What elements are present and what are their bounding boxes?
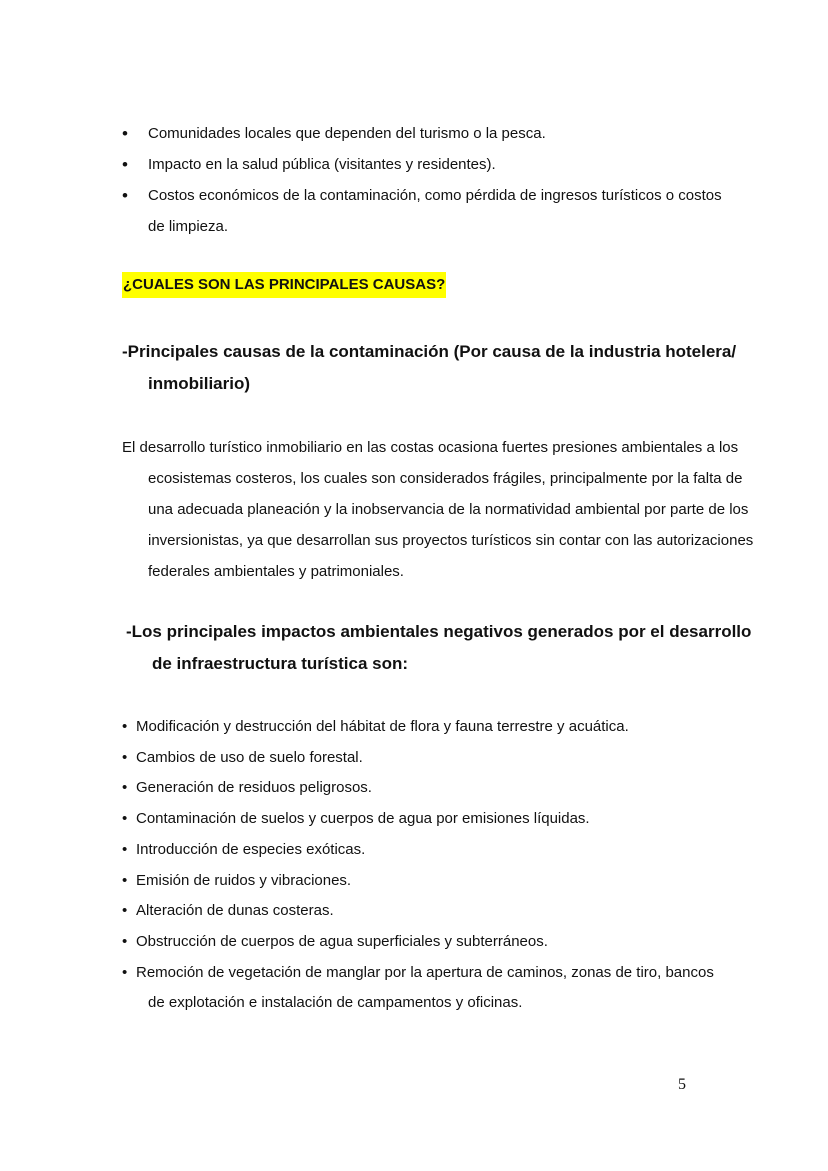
list-item-text: Emisión de ruidos y vibraciones. (136, 871, 352, 889)
bullet-icon: • (122, 718, 128, 735)
list-item (122, 896, 734, 927)
bullet-icon: • (122, 779, 128, 797)
list-item (122, 835, 734, 866)
list-item (122, 743, 734, 774)
list-item (122, 927, 734, 958)
top-bullet-list (122, 118, 742, 242)
bullet-icon: • (122, 840, 128, 858)
highlighted-section-heading: ¿CUALES SON LAS PRINCIPALES CAUSAS? (122, 272, 446, 298)
bullet-icon: • (122, 932, 128, 950)
list-item (122, 712, 734, 743)
causes-subheading: -Principales causas de la contaminación (Por causa de la industria hotelera/ inmobiliario) (122, 342, 737, 393)
impacts-subheading: -Los principales impactos ambientales negativos generados por el desarrollo de infraestructura turística son: (126, 622, 752, 673)
bullet-icon: • (122, 902, 128, 920)
list-item-text: Obstrucción de cuerpos de agua superficiales y subterráneos. (136, 932, 548, 950)
list-item (122, 866, 734, 897)
page-number: 5 (678, 1076, 686, 1093)
bullet-icon: • (122, 748, 128, 766)
bullet-icon: • (122, 810, 128, 828)
list-item-text: Remoción de vegetación de manglar por la apertura de caminos, zonas de tiro, bancos de explotación e instalación de campamentos y oficinas. (136, 963, 714, 1012)
list-item-text: Modificación y destrucción del hábitat de flora y fauna terrestre y acuática. (136, 718, 629, 735)
list-item: • Impacto en la salud pública (visitantes y residentes). (122, 149, 742, 180)
list-item: • Costos económicos de la contaminación, como pérdida de ingresos turísticos o costos de limpieza. (122, 180, 742, 242)
list-item-text: Alteración de dunas costeras. (136, 902, 334, 920)
list-item-text: Introducción de especies exóticas. (136, 840, 366, 858)
impacts-list (122, 712, 734, 1019)
list-item: • Comunidades locales que dependen del turismo o la pesca. (122, 118, 742, 149)
list-item (122, 958, 734, 1019)
bullet-icon: • (122, 963, 128, 981)
list-item-text: Contaminación de suelos y cuerpos de agua por emisiones líquidas. (136, 810, 590, 828)
bullet-icon: • (122, 871, 128, 889)
list-item-text: Cambios de uso de suelo forestal. (136, 748, 363, 766)
list-item (122, 804, 734, 835)
list-item (122, 773, 734, 804)
list-item-text: Generación de residuos peligrosos. (136, 779, 372, 797)
body-paragraph: El desarrollo turístico inmobiliario en las costas ocasiona fuertes presiones ambientales a los ecosistemas costeros, los cuales son considerados frágiles, principalmente por la falta de una adecuada planeación y la inobservancia de la normatividad ambiental por parte de los inversionistas, ya que desarrollan sus proyectos turísticos sin contar con las autorizaciones federales ambientales y patrimoniales. (122, 439, 754, 580)
